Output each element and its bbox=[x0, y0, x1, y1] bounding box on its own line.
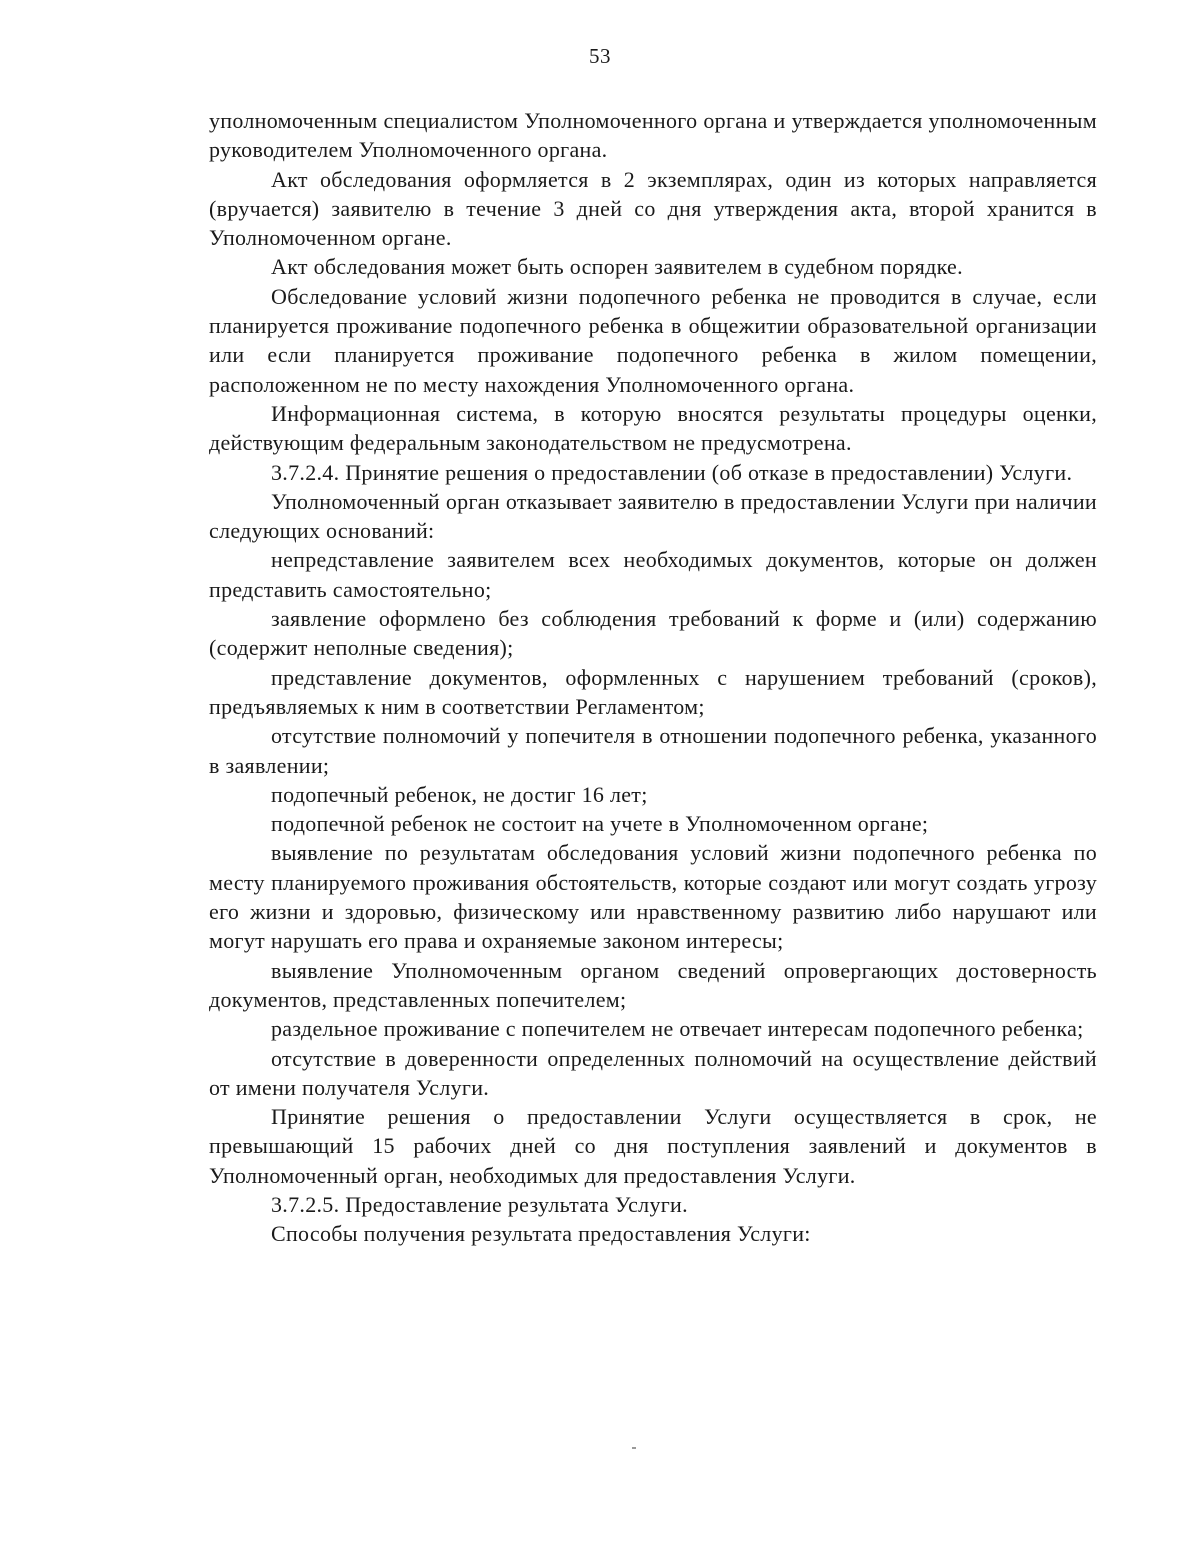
list-item: подопечный ребенок, не достиг 16 лет; bbox=[271, 781, 648, 807]
list-item: выявление Уполномоченным органом сведений опровергающих достоверность документов, представленных попечителем; bbox=[209, 957, 1097, 1012]
list-item: представление документов, оформленных с нарушением требований (сроков), предъявляемых к ним в соответствии Регламентом; bbox=[209, 664, 1097, 719]
list-item: непредставление заявителем всех необходимых документов, которые он должен представить самостоятельно; bbox=[209, 547, 1097, 602]
list-item: отсутствие полномочий у попечителя в отношении подопечного ребенка, указанного в заявлении; bbox=[209, 723, 1097, 778]
section-heading: 3.7.2.5. Предоставление результата Услуги. bbox=[271, 1191, 688, 1217]
list-item: подопечной ребенок не состоит на учете в Уполномоченном органе; bbox=[271, 811, 929, 837]
list-item: выявление по результатам обследования условий жизни подопечного ребенка по месту планируемого проживания обстоятельств, которые создают или могут создать угрозу его жизни и здоровью, физическому или нравственному развитию либо нарушают или могут нарушать его права и охраняемые законом интересы; bbox=[209, 840, 1097, 954]
paragraph: Уполномоченный орган отказывает заявителю в предоставлении Услуги при наличии следующих оснований: bbox=[209, 488, 1097, 544]
list-item: раздельное проживание с попечителем не отвечает интересам подопечного ребенка; bbox=[271, 1016, 1084, 1042]
body-text bbox=[209, 106, 1097, 1249]
paragraph: Способы получения результата предоставления Услуги: bbox=[271, 1221, 811, 1247]
paragraph: уполномоченным специалистом Уполномоченного органа и утверждается уполномоченным руководителем Уполномоченного органа. bbox=[209, 108, 1097, 163]
page-number: 53 bbox=[589, 44, 611, 68]
paragraph: Обследование условий жизни подопечного ребенка не проводится в случае, если планируется проживание подопечного ребенка в общежитии образовательной организации или если планируется проживание подопечного ребенка в жилом помещении, расположенном не по месту нахождения Уполномоченного органа. bbox=[209, 283, 1097, 397]
paragraph: Акт обследования может быть оспорен заявителем в судебном порядке. bbox=[271, 254, 963, 280]
paragraph: Акт обследования оформляется в 2 экземплярах, один из которых направляется (вручается) заявителю в течение 3 дней со дня утверждения акта, второй хранится в Уполномоченном органе. bbox=[209, 166, 1097, 251]
section-heading: 3.7.2.4. Принятие решения о предоставлении (об отказе в предоставлении) Услуги. bbox=[271, 459, 1073, 485]
scan-artifact bbox=[632, 1447, 636, 1449]
list-item: отсутствие в доверенности определенных полномочий на осуществление действий от имени получателя Услуги. bbox=[209, 1045, 1097, 1100]
paragraph: Информационная система, в которую вносятся результаты процедуры оценки, действующим федеральным законодательством не предусмотрена. bbox=[209, 400, 1097, 456]
paragraph: Принятие решения о предоставлении Услуги осуществляется в срок, не превышающий 15 рабочих дней со дня поступления заявлений и документов в Уполномоченный орган, необходимых для предоставления Услуги. bbox=[209, 1104, 1097, 1188]
list-item: заявление оформлено без соблюдения требований к форме и (или) содержанию (содержит неполные сведения); bbox=[209, 606, 1097, 661]
